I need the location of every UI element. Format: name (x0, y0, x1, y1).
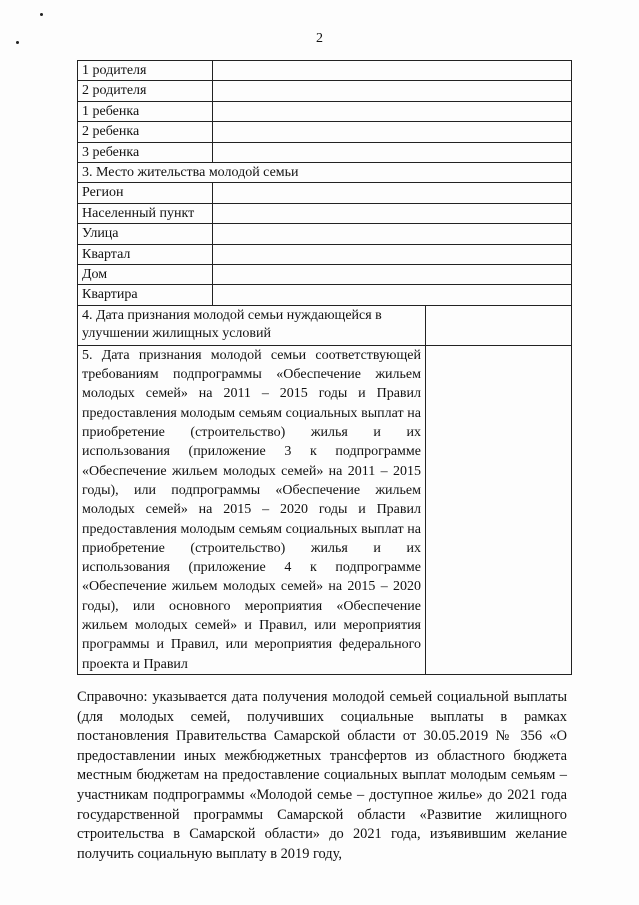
table-row (78, 285, 572, 305)
row-value-cell (213, 265, 572, 285)
row-label: 2 родителя (78, 81, 213, 101)
row-value-cell (213, 122, 572, 142)
row-value-cell (213, 244, 572, 264)
row-value-cell (213, 61, 572, 81)
family-form-table (77, 60, 572, 675)
section-4-row (78, 305, 572, 345)
scan-speck (40, 13, 43, 16)
table-row (78, 265, 572, 285)
field-label-apartment: Квартира (78, 285, 213, 305)
section-5-title: 5. Дата признания молодой семьи соответствующей требованиям подпрограммы «Обеспечение жильем молодых семей» на 2011 – 2015 годы и Правил предоставления молодым семьям социальных выплат на приобретение (строительство) жилья и их использования (приложение 3 к подпрограмме «Обеспечение жильем молодых семей» на 2011 – 2015 годы), или подпрограммы «Обеспечение жильем молодых семей» на 2015 – 2020 годы и Правил предоставления молодым семьям социальных выплат на приобретение (строительство) жилья и их использования (приложение 4 к подпрограмме «Обеспечение жильем молодых семей» на 2015 – 2020 годы), или основного мероприятия «Обеспечение жильем молодых семей» и Правил, или мероприятия программы и Правил, или мероприятия федерального проекта и Правил (78, 345, 426, 674)
table-row (78, 81, 572, 101)
row-value-cell (213, 224, 572, 244)
row-label: 2 ребенка (78, 122, 213, 142)
reference-note: Справочно: указывается дата получения молодой семьей социальной выплаты (для молодых семей, получивших социальные выплаты в рамках постановления Правительства Самарской области от 30.05.2019 № 356 «О предоставлении иных межбюджетных трансфертов из областного бюджета местным бюджетам на предоставление социальных выплат молодым семьям – участникам подпрограммы «Молодой семье – доступное жилье» до 2021 года государственной программы Самарской области «Развитие жилищного строительства в Самарской области» до 2021 года, изъявившим желание получить социальную выплату в 2019 году, (77, 689, 567, 862)
section-3-title: 3. Место жительства молодой семьи (78, 163, 572, 183)
row-value-cell (213, 101, 572, 121)
row-value-cell (213, 285, 572, 305)
table-row (78, 142, 572, 162)
row-value-cell (213, 203, 572, 223)
table-row (78, 61, 572, 81)
field-label-house: Дом (78, 265, 213, 285)
row-value-cell (213, 81, 572, 101)
field-label-region: Регион (78, 183, 213, 203)
table-row (78, 224, 572, 244)
section-5-value-cell (426, 345, 572, 674)
section-4-title: 4. Дата признания молодой семьи нуждающейся в улучшении жилищных условий (78, 305, 426, 345)
field-label-settlement: Населенный пункт (78, 203, 213, 223)
field-label-street: Улица (78, 224, 213, 244)
row-label: 3 ребенка (78, 142, 213, 162)
table-row (78, 183, 572, 203)
row-value-cell (213, 183, 572, 203)
section-4-value-cell (426, 305, 572, 345)
row-label: 1 родителя (78, 61, 213, 81)
table-row (78, 101, 572, 121)
field-label-quarter: Квартал (78, 244, 213, 264)
table-row (78, 244, 572, 264)
table-row (78, 203, 572, 223)
row-value-cell (213, 142, 572, 162)
page-number: 2 (316, 31, 323, 46)
row-label: 1 ребенка (78, 101, 213, 121)
table-row (78, 122, 572, 142)
section-header-row (78, 163, 572, 183)
section-5-row (78, 345, 572, 674)
